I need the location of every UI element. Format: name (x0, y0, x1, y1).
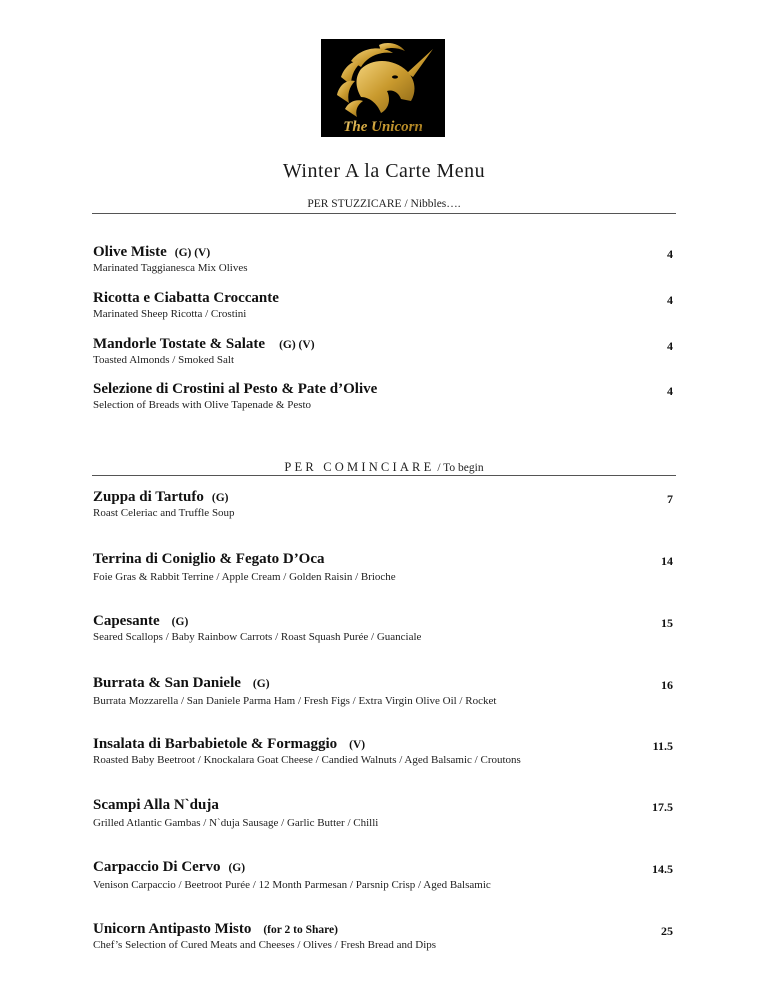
section-subtitle: / Nibbles…. (401, 198, 461, 210)
menu-item (93, 736, 673, 766)
item-description: Burrata Mozzarella / San Daniele Parma Ham / Fresh Figs / Extra Virgin Olive Oil / Rocket (93, 695, 497, 707)
page-title: Winter A la Carte Menu (282, 160, 486, 182)
section-divider (92, 213, 676, 214)
item-description: Toasted Almonds / Smoked Salt (93, 354, 235, 366)
item-dietary-tags: (G) (252, 678, 270, 690)
item-price: 11.5 (652, 739, 673, 753)
unicorn-head-icon (321, 39, 445, 137)
item-price: 16 (661, 678, 673, 692)
item-price: 4 (667, 247, 673, 261)
item-description: Foie Gras & Rabbit Terrine / Apple Cream / Golden Raisin / Brioche (93, 571, 396, 583)
item-description: Marinated Sheep Ricotta / Crostini (93, 308, 247, 320)
item-name: Unicorn Antipasto Misto (93, 921, 252, 937)
menu-item (93, 675, 673, 707)
item-description: Selection of Breads with Olive Tapenade & Pesto (93, 399, 312, 411)
section-title: PER COMINCIARE (284, 460, 435, 474)
logo-text: The Unicorn (343, 119, 423, 135)
item-name: Scampi Alla N`duja (93, 797, 219, 813)
item-dietary-tags: (for 2 to Share) (263, 924, 338, 936)
item-dietary-tags: (G) (V) (279, 339, 315, 351)
item-description: Roast Celeriac and Truffle Soup (93, 507, 235, 519)
item-price: 4 (667, 293, 673, 307)
menu-item (93, 244, 673, 274)
item-dietary-tags: (G) (211, 492, 229, 504)
menu-item (93, 290, 673, 320)
item-name: Capesante (93, 613, 160, 629)
item-dietary-tags: (G) (171, 616, 189, 628)
item-name: Burrata & San Daniele (93, 675, 241, 691)
item-dietary-tags: (V) (349, 739, 366, 751)
item-dietary-tags: (G) (V) (174, 247, 211, 259)
menu-item (93, 613, 673, 643)
section-title: PER STUZZICARE (307, 198, 402, 210)
item-name: Carpaccio Di Cervo (93, 859, 221, 875)
item-price: 4 (667, 384, 673, 398)
item-name: Ricotta e Ciabatta Croccante (93, 290, 279, 306)
menu-item (93, 336, 673, 366)
item-description: Venison Carpaccio / Beetroot Purée / 12 Month Parmesan / Parsnip Crisp / Aged Balsamic (93, 879, 491, 891)
item-price: 14.5 (652, 862, 673, 876)
item-price: 17.5 (652, 800, 673, 814)
menu-item (93, 551, 673, 583)
item-price: 15 (661, 616, 673, 630)
item-description: Grilled Atlantic Gambas / N`duja Sausage / Garlic Butter / Chilli (93, 817, 379, 829)
item-price: 4 (667, 339, 673, 353)
item-name: Zuppa di Tartufo (93, 489, 204, 505)
item-price: 7 (667, 492, 673, 506)
item-name: Insalata di Barbabietole & Formaggio (93, 736, 338, 752)
item-description: Seared Scallops / Baby Rainbow Carrots / Roast Squash Purée / Guanciale (93, 631, 422, 643)
item-dietary-tags: (G) (228, 862, 246, 874)
item-price: 14 (661, 554, 673, 568)
unicorn-logo (321, 39, 445, 137)
item-description: Roasted Baby Beetroot / Knockalara Goat Cheese / Candied Walnuts / Aged Balsamic / Croutons (93, 754, 521, 766)
item-name: Terrina di Coniglio & Fegato D’Oca (93, 551, 325, 567)
section-subtitle: / To begin (434, 462, 484, 474)
item-name: Selezione di Crostini al Pesto & Pate d’Olive (93, 381, 378, 397)
menu-item (93, 797, 673, 829)
section-divider (92, 475, 676, 476)
item-description: Chef’s Selection of Cured Meats and Cheeses / Olives / Fresh Bread and Dips (93, 939, 437, 951)
menu-item (93, 921, 673, 951)
section-heading-nibbles (0, 198, 768, 210)
item-name: Olive Miste (93, 244, 167, 260)
menu-item (93, 381, 673, 411)
menu-item (93, 859, 673, 891)
section-heading-to-begin (0, 460, 768, 475)
item-price: 25 (661, 924, 673, 938)
menu-item (93, 489, 673, 519)
item-name: Mandorle Tostate & Salate (93, 336, 266, 352)
item-description: Marinated Taggianesca Mix Olives (93, 262, 248, 274)
